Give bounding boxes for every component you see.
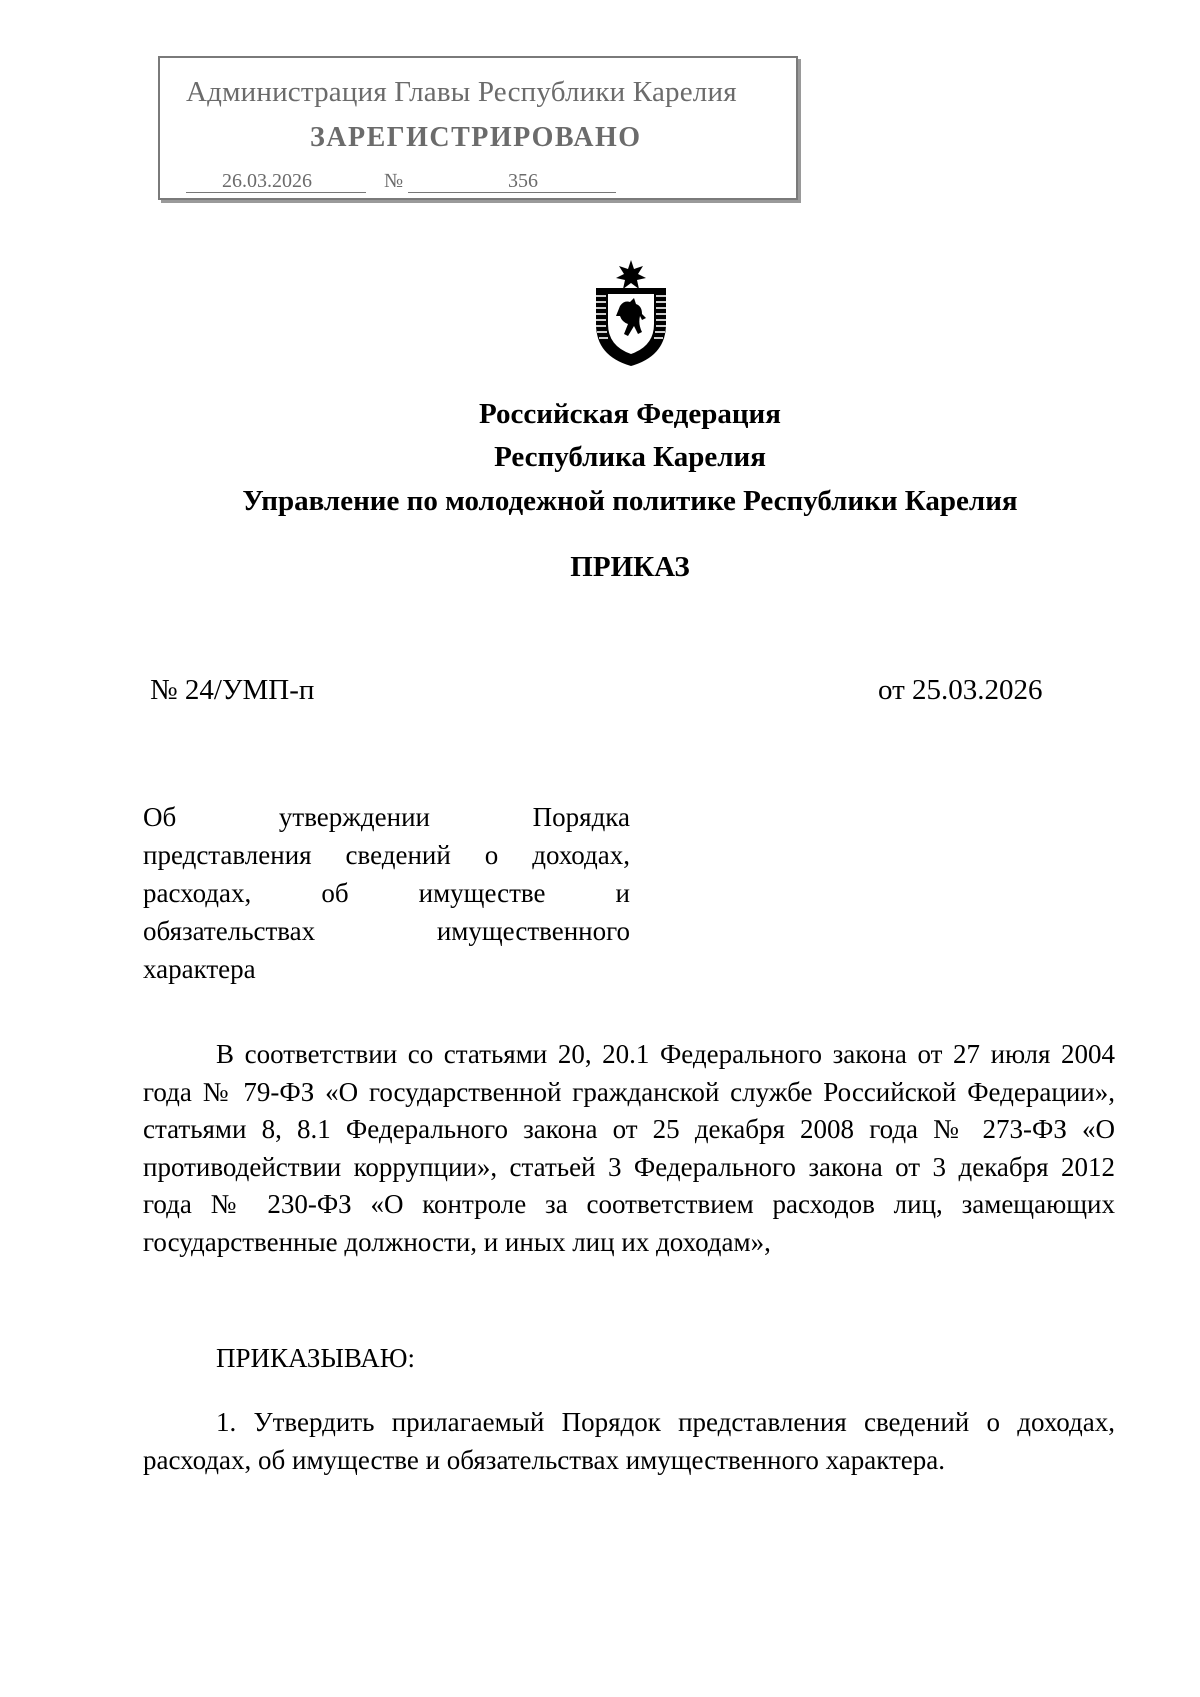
order-item-1: 1. Утвердить прилагаемый Порядок представления сведений о доходах, расходах, об имуществе и обязательствах имущественного характера. xyxy=(143,1407,1115,1475)
preamble-paragraph: В соответствии со статьями 20, 20.1 Федерального закона от 27 июля 2004 года № 79-ФЗ «О государственной гражданской службе Российской Федерации», статьями 8, 8.1 Федерального закона от 25 декабря 2008 года № 273-ФЗ «О противодействии коррупции», статьей 3 Федерального закона от 3 декабря 2012 года № 230-ФЗ «О контроле за соответствием расходов лиц, замещающих государственные должности, и иных лиц их доходам», xyxy=(143,1039,1115,1257)
stamp-organization: Администрация Главы Республики Карелия xyxy=(186,76,737,108)
header-agency: Управление по молодежной политике Республики Карелия xyxy=(242,485,1018,517)
order-word: ПРИКАЗЫВАЮ: xyxy=(216,1343,415,1373)
registration-stamp xyxy=(158,56,798,200)
karelia-coat-of-arms-icon xyxy=(588,258,674,368)
order-number: № 24/УМП-п xyxy=(150,674,315,706)
header-region: Республика Карелия xyxy=(494,441,766,473)
stamp-date: 26.03.2026 xyxy=(222,170,312,192)
subject-line: представления сведений о доходах, xyxy=(143,840,630,870)
stamp-number: 356 xyxy=(508,170,538,192)
stamp-date-underline xyxy=(186,192,366,193)
order-subject xyxy=(143,798,630,988)
order-date: от 25.03.2026 xyxy=(878,674,1043,706)
subject-line: расходах, об имуществе и xyxy=(143,878,630,908)
stamp-number-sign: № xyxy=(384,170,404,192)
subject-line: характера xyxy=(143,954,256,984)
subject-line: обязательствах имущественного xyxy=(143,916,630,946)
stamp-status: ЗАРЕГИСТРИРОВАНО xyxy=(310,122,642,153)
header-country: Российская Федерация xyxy=(479,398,781,430)
subject-line: Об утверждении Порядка xyxy=(143,802,630,832)
document-type: ПРИКАЗ xyxy=(570,551,690,583)
stamp-registration-line xyxy=(186,170,616,194)
